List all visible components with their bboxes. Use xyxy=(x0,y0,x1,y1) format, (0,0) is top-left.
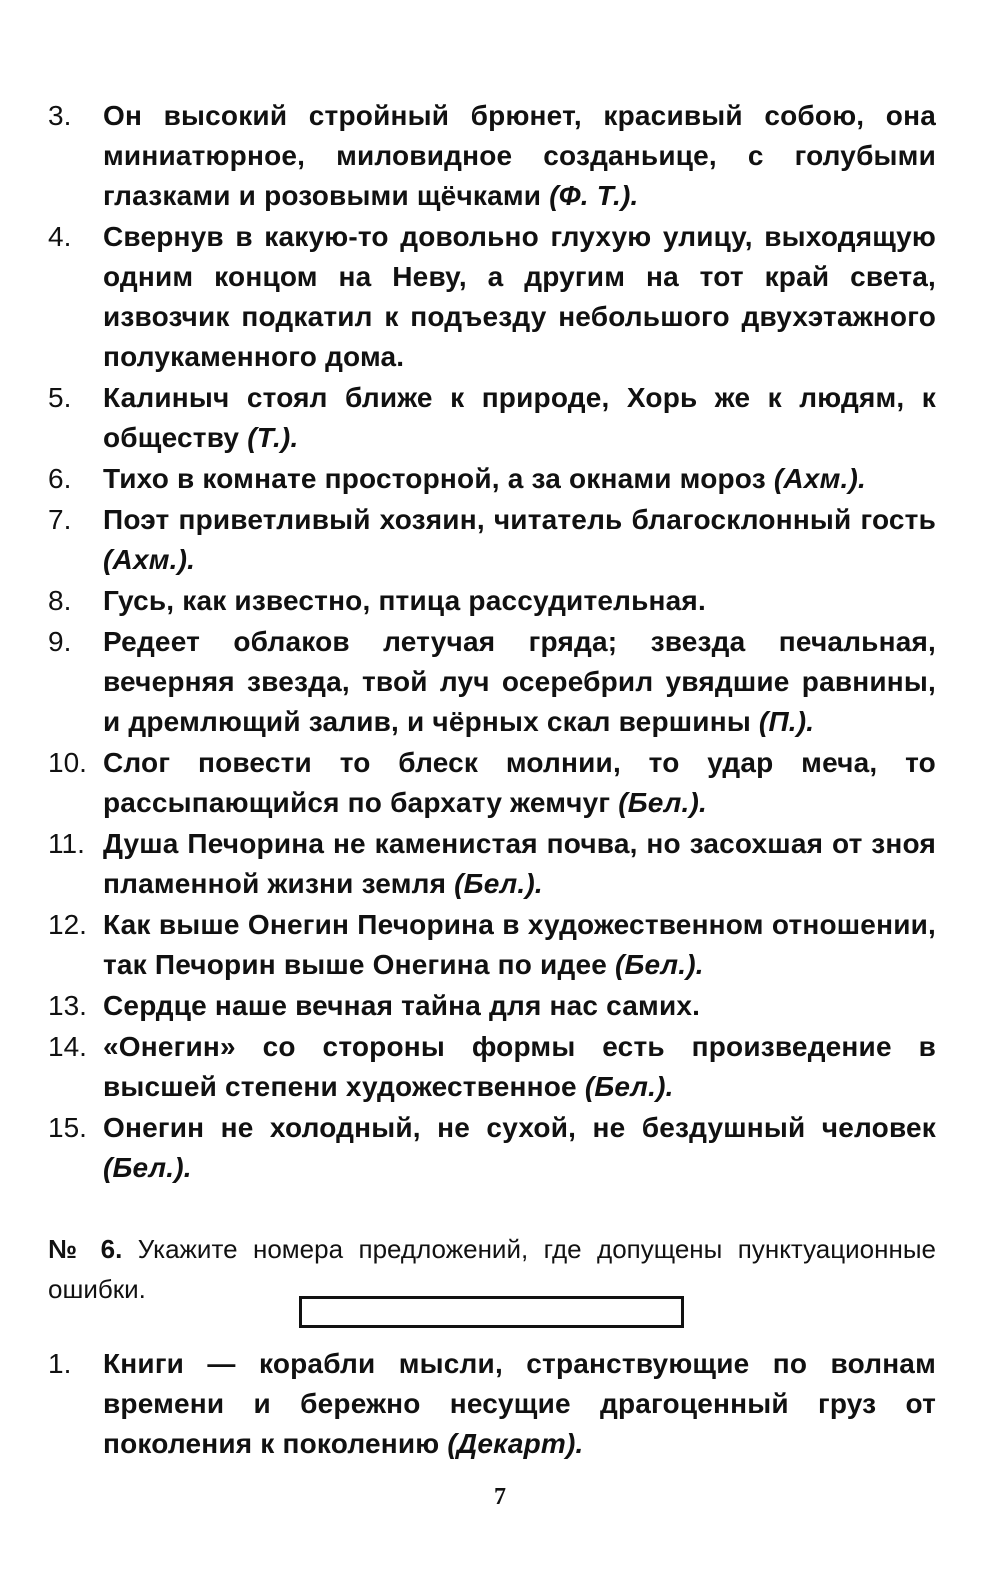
list-item xyxy=(48,1344,936,1464)
item-number: 11. xyxy=(48,828,85,859)
item-number: 15. xyxy=(48,1112,87,1143)
list-item xyxy=(48,581,936,621)
item-number: 5. xyxy=(48,382,72,413)
item-source: (Ф. Т.). xyxy=(549,180,639,211)
item-number: 6. xyxy=(48,463,72,494)
item-source: (Т.). xyxy=(247,422,299,453)
item-source: (Бел.). xyxy=(584,1071,674,1102)
list-item xyxy=(48,824,936,904)
item-source: (Бел.). xyxy=(618,787,708,818)
task-number: № 6. xyxy=(48,1234,123,1264)
item-text: Редеет облаков летучая гряда; звезда печальная, вечерняя звезда, твой луч осеребрил увядшие равнины, и дремлющий залив, и чёрных скал вершины (П.). xyxy=(103,626,936,737)
item-text: Душа Печорина не каменистая почва, но засохшая от зноя пламенной жизни земля (Бел.). xyxy=(103,828,936,899)
item-number: 12. xyxy=(48,909,87,940)
item-source: (Ахм.). xyxy=(103,544,196,575)
list-item xyxy=(48,378,936,458)
item-text: Он высокий стройный брюнет, красивый собою, она миниатюрное, миловидное созданьице, с голубыми глазками и розовыми щёчками (Ф. Т.). xyxy=(103,100,936,211)
list-item xyxy=(48,96,936,216)
item-text: Свернув в какую-то довольно глухую улицу, выходящую одним концом на Неву, а другим на тот край света, извозчик подкатил к подъезду небольшого двухэтажного полукаменного дома. xyxy=(103,221,936,372)
item-text: «Онегин» со стороны формы есть произведение в высшей степени художественное (Бел.). xyxy=(103,1031,936,1102)
sentence-list xyxy=(48,96,936,1189)
page-number: 7 xyxy=(494,1484,506,1510)
item-number: 4. xyxy=(48,221,72,252)
item-text: Слог повести то блеск молнии, то удар меча, то рассыпающийся по бархату жемчуг (Бел.). xyxy=(103,747,936,818)
item-source: (Бел.). xyxy=(454,868,543,899)
item-text: Гусь, как известно, птица рассудительная. xyxy=(103,585,706,616)
item-number: 10. xyxy=(48,747,87,778)
item-source: (Декарт). xyxy=(447,1428,584,1459)
item-source: (П.). xyxy=(758,706,815,737)
item-number: 7. xyxy=(48,504,72,535)
item-text: Сердце наше вечная тайна для нас самих. xyxy=(103,990,701,1021)
task-text: Укажите номера предложений, где допущены пунктуационные ошибки. xyxy=(48,1234,936,1304)
list-item xyxy=(48,1027,936,1107)
item-number: 1. xyxy=(48,1348,72,1379)
item-text: Калиныч стоял ближе к природе, Хорь же к людям, к обществу (Т.). xyxy=(103,382,936,453)
item-number: 14. xyxy=(48,1031,87,1062)
item-source: (Бел.). xyxy=(614,949,704,980)
list-item xyxy=(48,500,936,580)
task-sentence-list xyxy=(48,1344,936,1465)
item-number: 8. xyxy=(48,585,72,616)
item-source: (Ахм.). xyxy=(773,463,866,494)
item-number: 9. xyxy=(48,626,72,657)
list-item xyxy=(48,986,936,1026)
list-item xyxy=(48,459,936,499)
answer-box[interactable] xyxy=(299,1296,684,1328)
item-text: Тихо в комнате просторной, а за окнами мороз (Ахм.). xyxy=(103,463,866,494)
item-text: Поэт приветливый хозяин, читатель благосклонный гость (Ахм.). xyxy=(103,504,936,575)
list-item xyxy=(48,217,936,377)
list-item xyxy=(48,1108,936,1188)
list-item xyxy=(48,622,936,742)
item-text: Как выше Онегин Печорина в художественном отношении, так Печорин выше Онегина по идее (Бел.). xyxy=(103,909,936,980)
list-item xyxy=(48,905,936,985)
item-text: Книги — корабли мысли, странствующие по волнам времени и бережно несущие драгоценный груз от поколения к поколению (Декарт). xyxy=(103,1348,936,1459)
list-item xyxy=(48,743,936,823)
item-source: (Бел.). xyxy=(103,1152,192,1183)
item-number: 13. xyxy=(48,990,87,1021)
item-number: 3. xyxy=(48,100,72,131)
item-text: Онегин не холодный, не сухой, не бездушный человек (Бел.). xyxy=(103,1112,936,1183)
